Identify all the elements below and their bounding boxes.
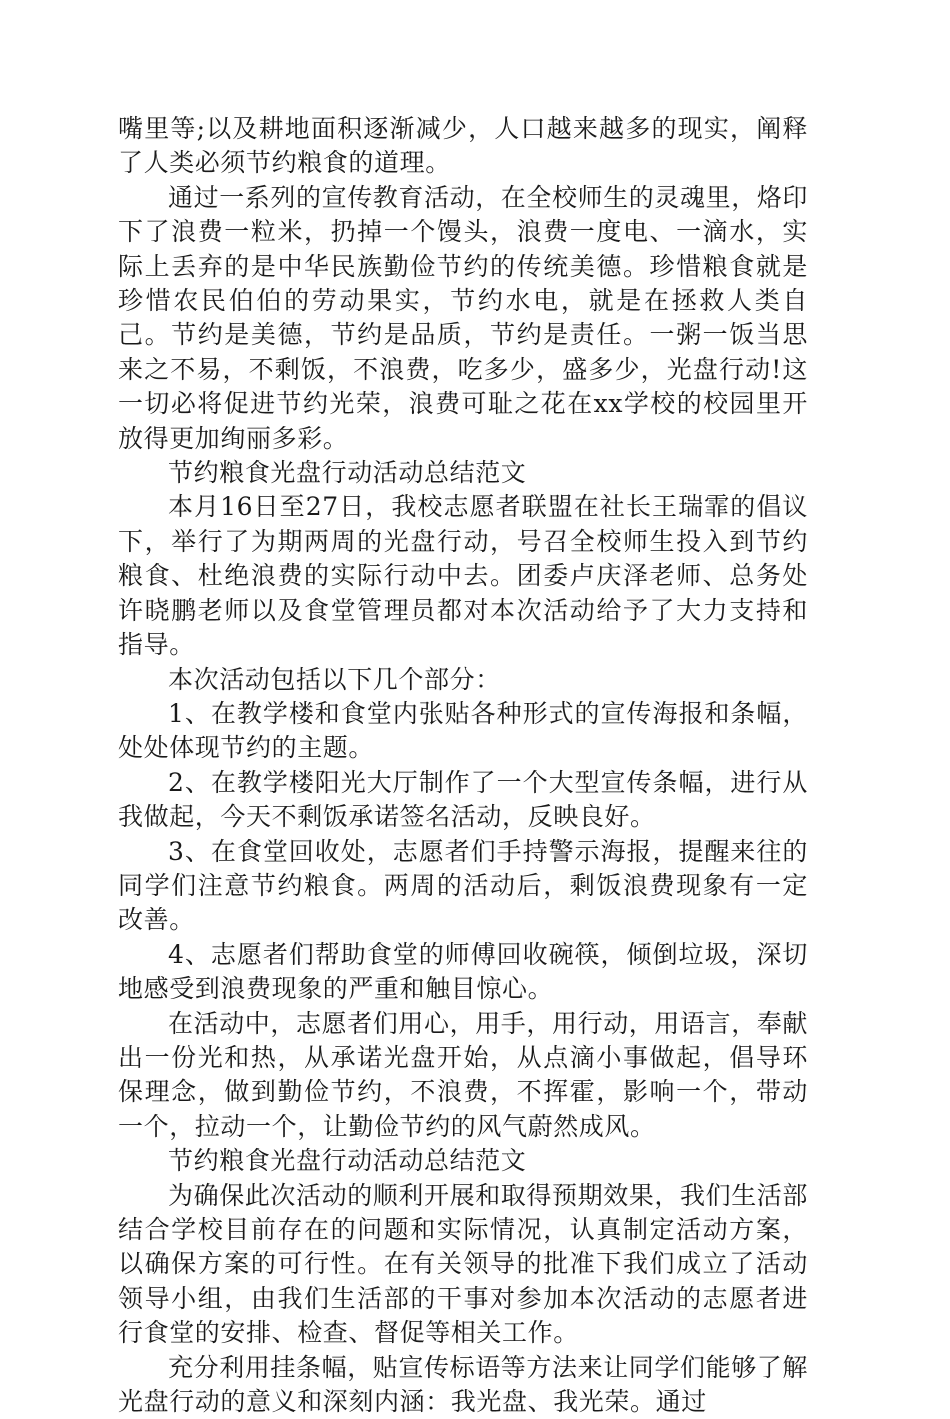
list-item-2: 2、在教学楼阳光大厅制作了一个大型宣传条幅，进行从我做起，今天不剩饭承诺签名活动，反映良好。 xyxy=(118,767,808,832)
section-heading-1: 节约粮食光盘行动活动总结范文 xyxy=(168,458,527,488)
paragraph-7: 充分利用挂条幅，贴宣传标语等方法来让同学们能够了解光盘行动的意义和深刻内涵：我光盘、我光荣。通过 xyxy=(118,1352,809,1417)
paragraph-6: 为确保此次活动的顺利开展和取得预期效果，我们生活部结合学校目前存在的问题和实际情况，认真制定活动方案，以确保方案的可行性。在有关领导的批准下我们成立了活动领导小组，由我们生活部的干事对参加本次活动的志愿者进行食堂的安排、检查、督促等相关工作。 xyxy=(118,1180,809,1348)
paragraph-3: 本月16日至27日，我校志愿者联盟在社长王瑞霏的倡议下，举行了为期两周的光盘行动，号召全校师生投入到节约粮食、杜绝浪费的实际行动中去。团委卢庆泽老师、总务处许晓鹏老师以及食堂管理员都对本次活动给予了大力支持和指导。 xyxy=(118,492,808,660)
paragraph-1: 嘴里等;以及耕地面积逐渐减少，人口越来越多的现实，阐释了人类必须节约粮食的道理。 xyxy=(118,114,808,178)
list-item-4: 4、志愿者们帮助食堂的师傅回收碗筷，倾倒垃圾，深切地感受到浪费现象的严重和触目惊心。 xyxy=(118,939,808,1004)
section-heading-2: 节约粮食光盘行动活动总结范文 xyxy=(168,1146,527,1176)
list-item-3: 3、在食堂回收处，志愿者们手持警示海报，提醒来往的同学们注意节约粮食。两周的活动后，剩饭浪费现象有一定改善。 xyxy=(118,836,808,935)
document-page xyxy=(118,112,808,1419)
paragraph-2: 通过一系列的宣传教育活动，在全校师生的灵魂里，烙印下了浪费一粒米，扔掉一个馒头，浪费一度电、一滴水，实际上丢弃的是中华民族勤俭节约的传统美德。珍惜粮食就是珍惜农民伯伯的劳动果实，节约水电，就是在拯救人类自己。节约是美德，节约是品质，节约是责任。一粥一饭当思来之不易，不剩饭，不浪费，吃多少，盛多少，光盘行动!这一切必将促进节约光荣，浪费可耻之花在xx学校的校园里开放得更加绚丽多彩。 xyxy=(118,182,809,453)
paragraph-4: 本次活动包括以下几个部分： xyxy=(168,664,501,694)
list-item-1: 1、在教学楼和食堂内张贴各种形式的宣传海报和条幅，处处体现节约的主题。 xyxy=(118,698,808,763)
paragraph-5: 在活动中，志愿者们用心，用手，用行动，用语言，奉献出一份光和热，从承诺光盘开始，从点滴小事做起，倡导环保理念，做到勤俭节约，不浪费，不挥霍，影响一个，带动一个，拉动一个，让勤俭节约的风气蔚然成风。 xyxy=(118,1008,809,1141)
